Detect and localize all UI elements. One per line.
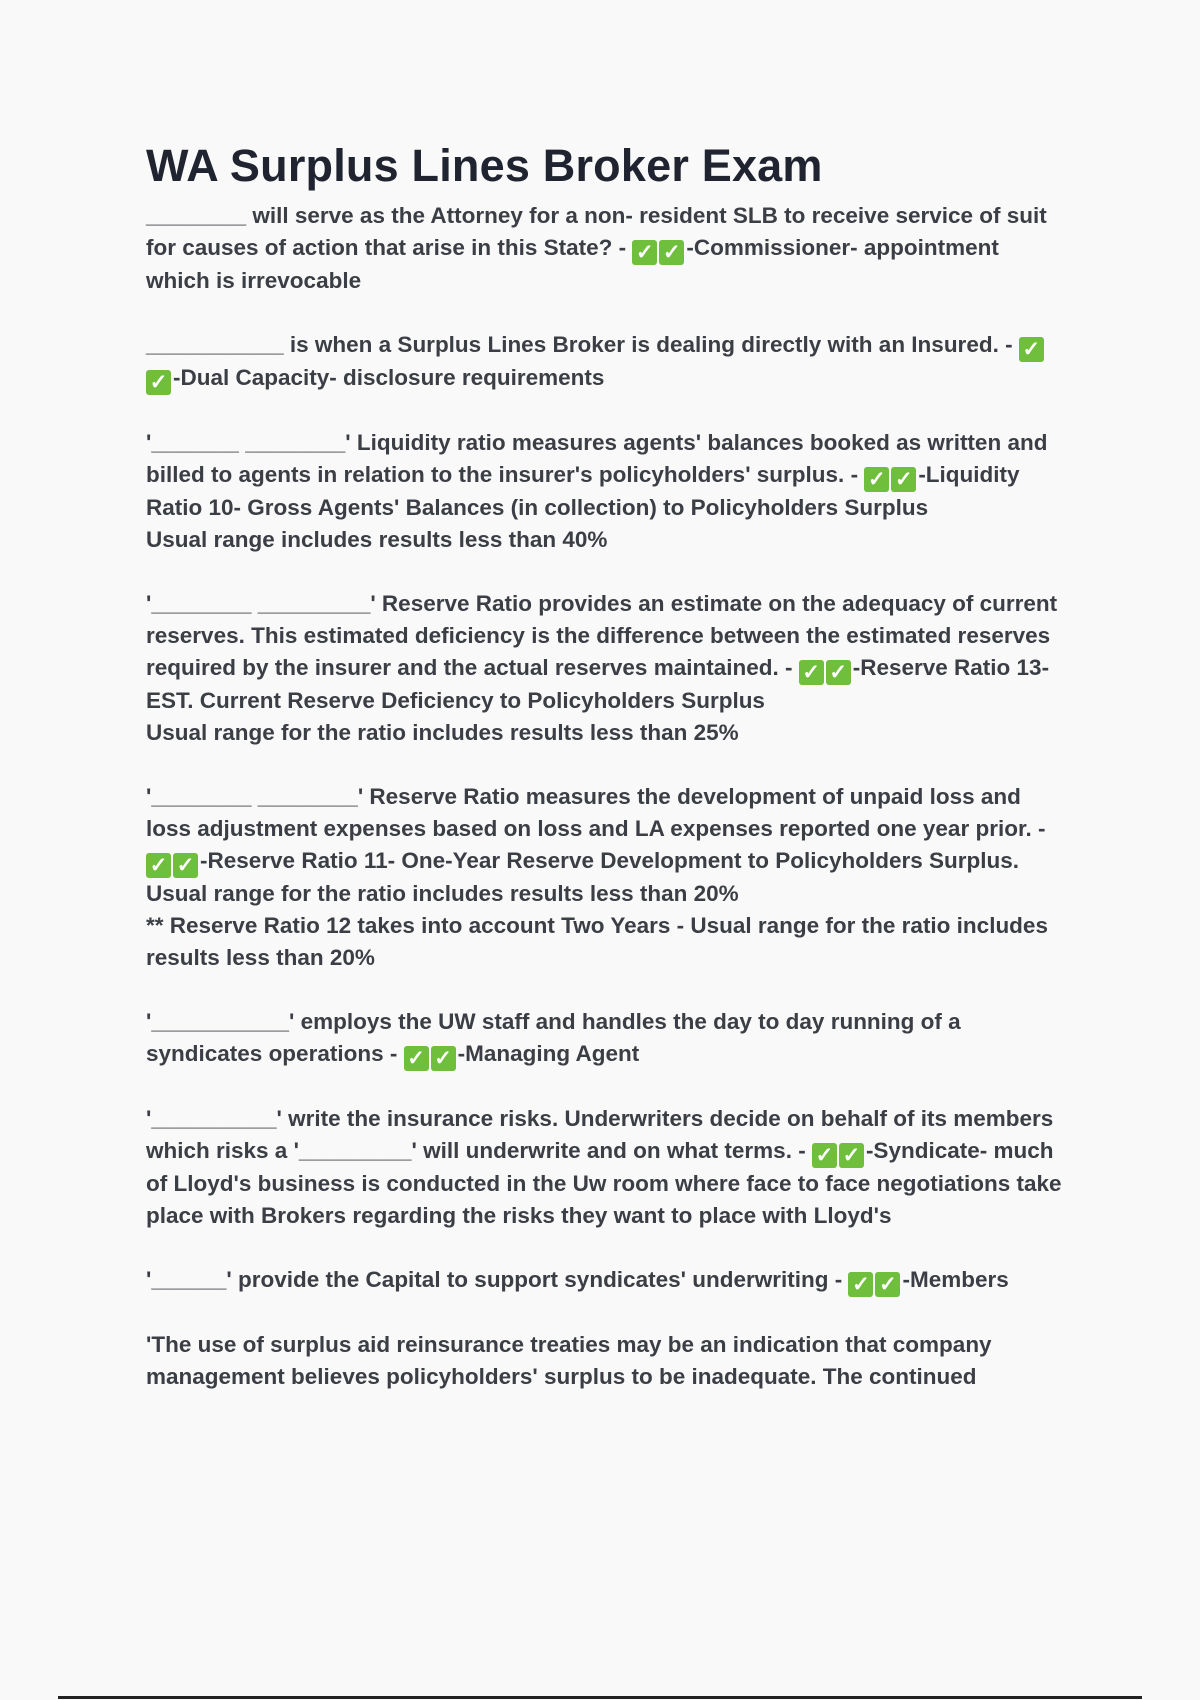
check-mark-icon bbox=[826, 660, 851, 685]
check-mark-icon bbox=[875, 1272, 900, 1297]
qa-block bbox=[146, 427, 1066, 556]
check-mark-icon bbox=[864, 467, 889, 492]
answer-text: -Liquidity Ratio 10- Gross Agents' Balances (in collection) to Policyholders Surplus bbox=[146, 462, 1020, 520]
note-line: ** Reserve Ratio 12 takes into account Two Years - Usual range for the ratio includes results less than 20% bbox=[146, 913, 1048, 970]
answer-text: -Members bbox=[902, 1267, 1009, 1292]
check-mark-icon bbox=[659, 240, 684, 265]
check-mark-icon bbox=[146, 853, 171, 878]
check-mark-icon bbox=[812, 1143, 837, 1168]
check-mark-icon bbox=[839, 1143, 864, 1168]
qa-block bbox=[146, 200, 1066, 297]
qa-block bbox=[146, 1103, 1066, 1232]
answer-text: -Reserve Ratio 11- One-Year Reserve Development to Policyholders Surplus. bbox=[200, 848, 1020, 873]
note-line: Usual range for the ratio includes results less than 20% bbox=[146, 881, 739, 906]
question-text: '__________' write the insurance risks. Underwriters decide on behalf of its members which risks a '_________' will underwrite and on what terms. - bbox=[146, 1106, 1054, 1163]
question-text: ________ will serve as the Attorney for a non- resident SLB to receive service of suit for causes of action that arise in this State? - bbox=[146, 203, 1047, 260]
question-text: '_______ ________' Liquidity ratio measures agents' balances booked as written and billed to agents in relation to the insurer's policyholders' surplus. - bbox=[146, 430, 1048, 487]
question-text: '________ ________' Reserve Ratio measures the development of unpaid loss and loss adjustment expenses based on loss and LA expenses reported one year prior. - bbox=[146, 784, 1046, 841]
question-text: 'The use of surplus aid reinsurance treaties may be an indication that company management believes policyholders' surplus to be inadequate. The continued bbox=[146, 1332, 992, 1389]
question-text: ___________ is when a Surplus Lines Broker is dealing directly with an Insured. - bbox=[146, 332, 1019, 357]
qa-block bbox=[146, 781, 1066, 974]
question-text: '___________' employs the UW staff and handles the day to day running of a syndicates operations - bbox=[146, 1009, 961, 1066]
document-content bbox=[146, 140, 1066, 1425]
page-divider bbox=[58, 1696, 1142, 1699]
check-mark-icon bbox=[404, 1046, 429, 1071]
answer-text: -Reserve Ratio 13- EST. Current Reserve Deficiency to Policyholders Surplus bbox=[146, 655, 1050, 713]
document-title: WA Surplus Lines Broker Exam bbox=[146, 140, 823, 191]
check-mark-icon bbox=[1019, 337, 1044, 362]
question-text: '________ _________' Reserve Ratio provides an estimate on the adequacy of current reserves. This estimated deficiency is the difference between the estimated reserves required by the insurer and the actual reserves maintained. - bbox=[146, 591, 1058, 680]
answer-text: -Dual Capacity- disclosure requirements bbox=[173, 365, 605, 390]
answer-text: -Commissioner- appointment which is irrevocable bbox=[146, 235, 999, 293]
answer-text: -Managing Agent bbox=[457, 1041, 640, 1066]
note-line: Usual range includes results less than 40% bbox=[146, 527, 608, 552]
note-line: Usual range for the ratio includes results less than 25% bbox=[146, 720, 739, 745]
answer-text: -Syndicate- much of Lloyd's business is conducted in the Uw room where face to face negotiations take place with Brokers regarding the risks they want to place with Lloyd's bbox=[146, 1138, 1062, 1228]
qa-block bbox=[146, 1006, 1066, 1071]
check-mark-icon bbox=[173, 853, 198, 878]
check-mark-icon bbox=[632, 240, 657, 265]
check-mark-icon bbox=[431, 1046, 456, 1071]
check-mark-icon bbox=[146, 370, 171, 395]
qa-block bbox=[146, 588, 1066, 749]
qa-block bbox=[146, 329, 1066, 395]
qa-block bbox=[146, 1329, 1066, 1393]
check-mark-icon bbox=[799, 660, 824, 685]
check-mark-icon bbox=[891, 467, 916, 492]
check-mark-icon bbox=[848, 1272, 873, 1297]
qa-block bbox=[146, 1264, 1066, 1297]
question-text: '______' provide the Capital to support syndicates' underwriting - bbox=[146, 1267, 849, 1292]
